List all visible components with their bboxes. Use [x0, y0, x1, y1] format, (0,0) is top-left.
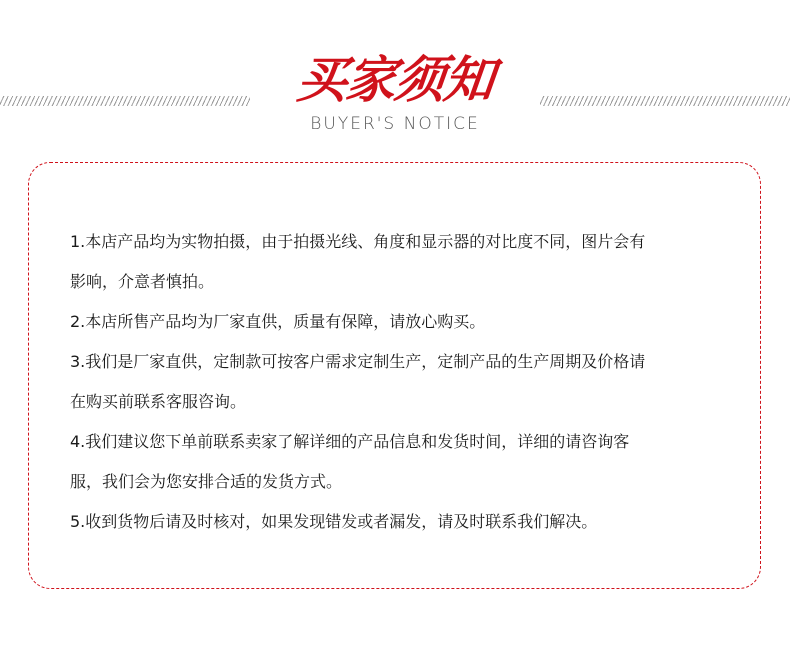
- page-title: 买家须知: [293, 51, 497, 109]
- notice-item-5: 5.收到货物后请及时核对，如果发现错发或者漏发，请及时联系我们解决。: [70, 512, 598, 531]
- notice-item-2: 2.本店所售产品均为厂家直供，质量有保障，请放心购买。: [70, 312, 486, 331]
- notice-item-3: 3.我们是厂家直供，定制款可按客户需求定制生产，定制产品的生产周期及价格请在购买前联系客服咨询。: [70, 352, 646, 411]
- notice-list: [70, 222, 650, 542]
- notice-item-4: 4.我们建议您下单前联系卖家了解详细的产品信息和发货时间，详细的请咨询客服，我们会为您安排合适的发货方式。: [70, 432, 630, 491]
- page-subtitle: BUYER'S NOTICE: [310, 114, 480, 134]
- notice-item-1: 1.本店产品均为实物拍摄，由于拍摄光线、角度和显示器的对比度不同，图片会有影响，介意者慎拍。: [70, 232, 646, 291]
